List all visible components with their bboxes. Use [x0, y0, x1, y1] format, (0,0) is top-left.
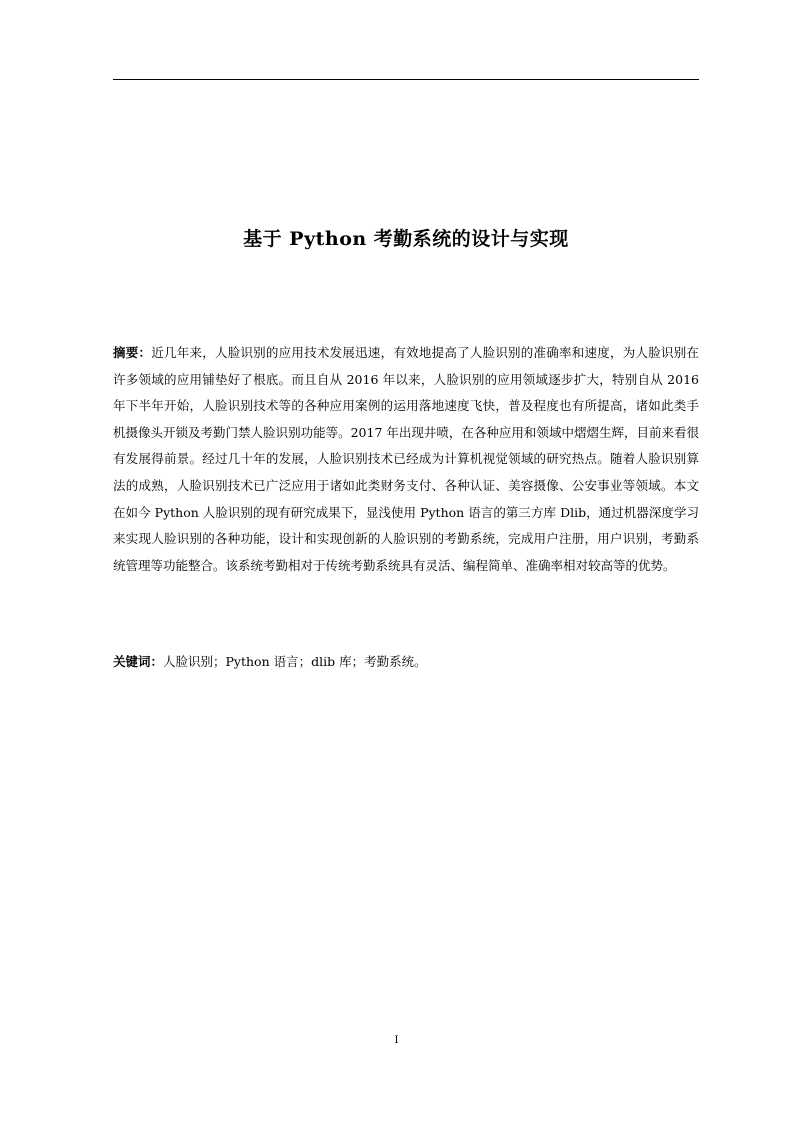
keywords-paragraph [113, 649, 699, 676]
document-title: 基于 Python 考勤系统的设计与实现 [243, 227, 569, 250]
keywords-label: 关键词： [113, 654, 164, 669]
abstract-text: 近几年来，人脸识别的应用技术发展迅速，有效地提高了人脸识别的准确率和速度，为人脸识别在许多领域的应用铺垫好了根底。而且自从 2016 年以来，人脸识别的应用领域逐步扩大，特别自从 2016 年下半年开始，人脸识别技术等的各种应用案例的运用落地速度飞快，普及程度也有所提高，诸如此类手机摄像头开锁及考勤门禁人脸识别功能等。2017 年出现井喷，在各种应用和领域中熠熠生辉，目前来看很有发展得前景。经过几十年的发展，人脸识别技术已经成为计算机视觉领域的研究热点。随着人脸识别算法的成熟，人脸识别技术已广泛应用于诸如此类财务支付、各种认证、美容摄像、公安事业等领域。本文在如今 Python 人脸识别的现有研究成果下，显浅使用 Python 语言的第三方库 Dlib，通过机器深度学习来实现人脸识别的各种功能，设计和实现创新的人脸识别的考勤系统，完成用户注册，用户识别，考勤系统管理等功能整合。该系统考勤相对于传统考勤系统具有灵活、编程简单、准确率相对较高等的优势。 [113, 345, 699, 573]
header-rule [113, 79, 699, 80]
abstract-paragraph [113, 340, 699, 579]
abstract-label: 摘要： [113, 345, 152, 360]
page-number: I [394, 1035, 399, 1046]
keywords-text: 人脸识别；Python 语言；dlib 库；考勤系统。 [163, 654, 427, 669]
